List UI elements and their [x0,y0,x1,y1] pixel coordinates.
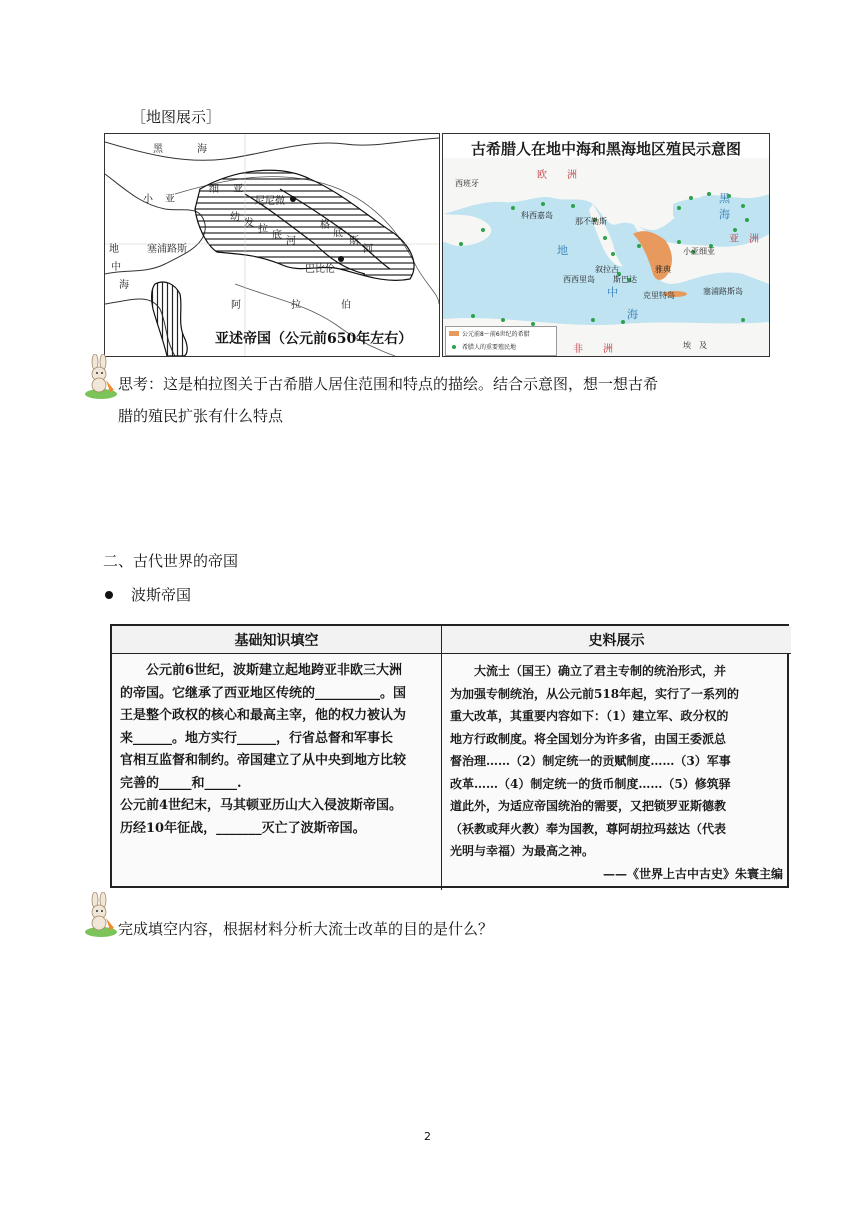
assyria-map [104,133,440,357]
map1-label: 伯 [341,300,351,311]
table-cell-fill-blanks [112,654,442,890]
map2-label-corsica: 科西嘉岛 [521,211,553,220]
fill-line: 完善的_____和_____. [120,775,242,791]
table-cell-source-text [442,654,791,890]
source-line: 地方行政制度。将全国划分为许多省，由国王委派总 [450,731,727,746]
map1-label: 巴比伦 [305,264,335,275]
map2-title: 古希腊人在地中海和黑海地区殖民示意图 [470,140,741,158]
fill-line: 历经10年征战，_______灭亡了波斯帝国。 [120,820,366,836]
map1-label: 发 [244,218,254,229]
map1-label: 格 [320,220,330,231]
fill-line: 王是整个政权的核心和最高主宰，他的权力被认为 [120,708,407,723]
map1-label: 河 [286,236,296,247]
map1-label: 黑 [153,144,163,155]
fill-line: 公元前6世纪，波斯建立起地跨亚非欧三大洲 [146,663,403,678]
map2-label-sicily: 西西里岛 [563,275,595,284]
map1-label: 幼 [230,212,240,223]
map1-caption: 亚述帝国（公元前650年左右） [215,331,413,347]
table-header-sources: 史料展示 [442,626,791,654]
map1-label: 亚 [165,194,175,205]
orange-swatch [449,331,459,336]
map1-label: 拉 [258,224,268,235]
map1-label: 底 [333,228,343,239]
map1-label: 细 [209,184,219,195]
source-line: 大流士（国王）确立了君主专制的统治形式，并 [474,664,727,678]
map1-label: 阿 [231,300,241,311]
source-line: 为加强专制统治，从公元前518年起，实行了一系列的 [450,686,740,701]
map1-label: 河 [363,244,373,255]
map2-label-cyprus: 塞浦路斯岛 [703,287,743,296]
source-citation: ——《世界上古中古史》朱寰主编 [602,866,783,881]
source-line: 重大改革，其重要内容如下：（1）建立军、政分权的 [450,709,729,723]
map2-label-crete: 克里特岛 [643,291,675,300]
fill-line: 的帝国。它继承了西亚地区传统的__________。国 [120,685,407,701]
section-heading-empires: 二、古代世界的帝国 [103,552,239,570]
bullet-label: 波斯帝国 [131,586,192,604]
greek-map-drawing [443,134,769,356]
fill-line: 公元前4世纪末，马其顿亚历山大入侵波斯帝国。 [120,798,403,813]
rabbit-icon [84,892,118,938]
map2-label-asia-minor: 小亚细亚 [683,247,715,256]
source-line: 道此外，为适应帝国统治的需要，又把锁罗亚斯德教 [450,799,727,813]
think1-line1: 思考：这是柏拉图关于古希腊人居住范围和特点的描绘。结合示意图，想一想古希 [118,375,659,393]
map2-label-africa: 非 洲 [573,344,613,355]
think1-line2: 腊的殖民扩张有什么特点 [118,407,284,425]
map2-label-asia: 亚 洲 [729,234,759,245]
map2-label-sea3: 海 [627,308,638,321]
greek-colonies-map [442,133,770,357]
map1-label: 底 [272,230,282,241]
map2-label-sea1: 地 [557,244,568,257]
map1-label: 小 [143,194,153,205]
map2-label-syracuse: 叙拉古 [595,265,619,274]
map2-label-athens: 雅典 [655,265,671,274]
map1-label: 尼尼微 [255,196,285,207]
source-line: （袄教或拜火教）奉为国教，尊阿胡拉玛兹达（代表 [450,821,727,836]
persia-knowledge-table [110,624,789,888]
map2-label-europe: 欧 洲 [537,170,577,181]
map1-label: 海 [197,144,207,155]
map1-label: 拉 [291,300,301,311]
source-line: 督治理……（2）制定统一的贡赋制度……（3）军事 [450,754,731,768]
fill-line: 来______。地方实行______，行省总督和军事长 [120,730,394,746]
map1-label: 斯 [349,236,359,247]
legend-row-greece [446,327,556,340]
map2-label-spain: 西班牙 [455,179,479,188]
page-number: 2 [424,1130,431,1143]
green-dot-swatch [452,345,456,349]
map1-label: 亚 [233,184,243,195]
map1-label: 中 [111,262,121,273]
legend-label: 希腊人的重要殖民地 [462,344,517,351]
legend-label: 公元前8～前6世纪的希腊 [462,331,530,338]
think2-text: 完成填空内容，根据材料分析大流士改革的目的是什么？ [118,920,494,938]
source-line: 光明与幸福）为最高之神。 [450,844,595,858]
map1-label: 海 [119,280,129,291]
legend-row-colonies [446,340,556,353]
map2-label-sparta: 斯巴达 [613,275,637,284]
map-section-label: ［地图展示］ [131,108,222,126]
map1-label: 地 [109,244,119,255]
source-line: 改革……（4）制定统一的货币制度……（5）修筑驿 [450,776,731,791]
bullet-dot-icon [105,591,113,599]
map2-label-black-sea: 黑 海 [719,192,730,221]
table-header-basic: 基础知识填空 [112,626,442,654]
map2-label-egypt: 埃 及 [683,341,707,350]
map2-legend [445,326,557,356]
bullet-persian-empire [103,584,191,605]
rabbit-icon [84,354,118,400]
fill-line: 官相互监督和制约。帝国建立了从中央到地方比较 [120,753,407,768]
map1-label: 塞浦路斯 [147,244,187,255]
map2-label-naples: 那不勒斯 [575,217,607,226]
map2-label-sea2: 中 [607,286,618,299]
